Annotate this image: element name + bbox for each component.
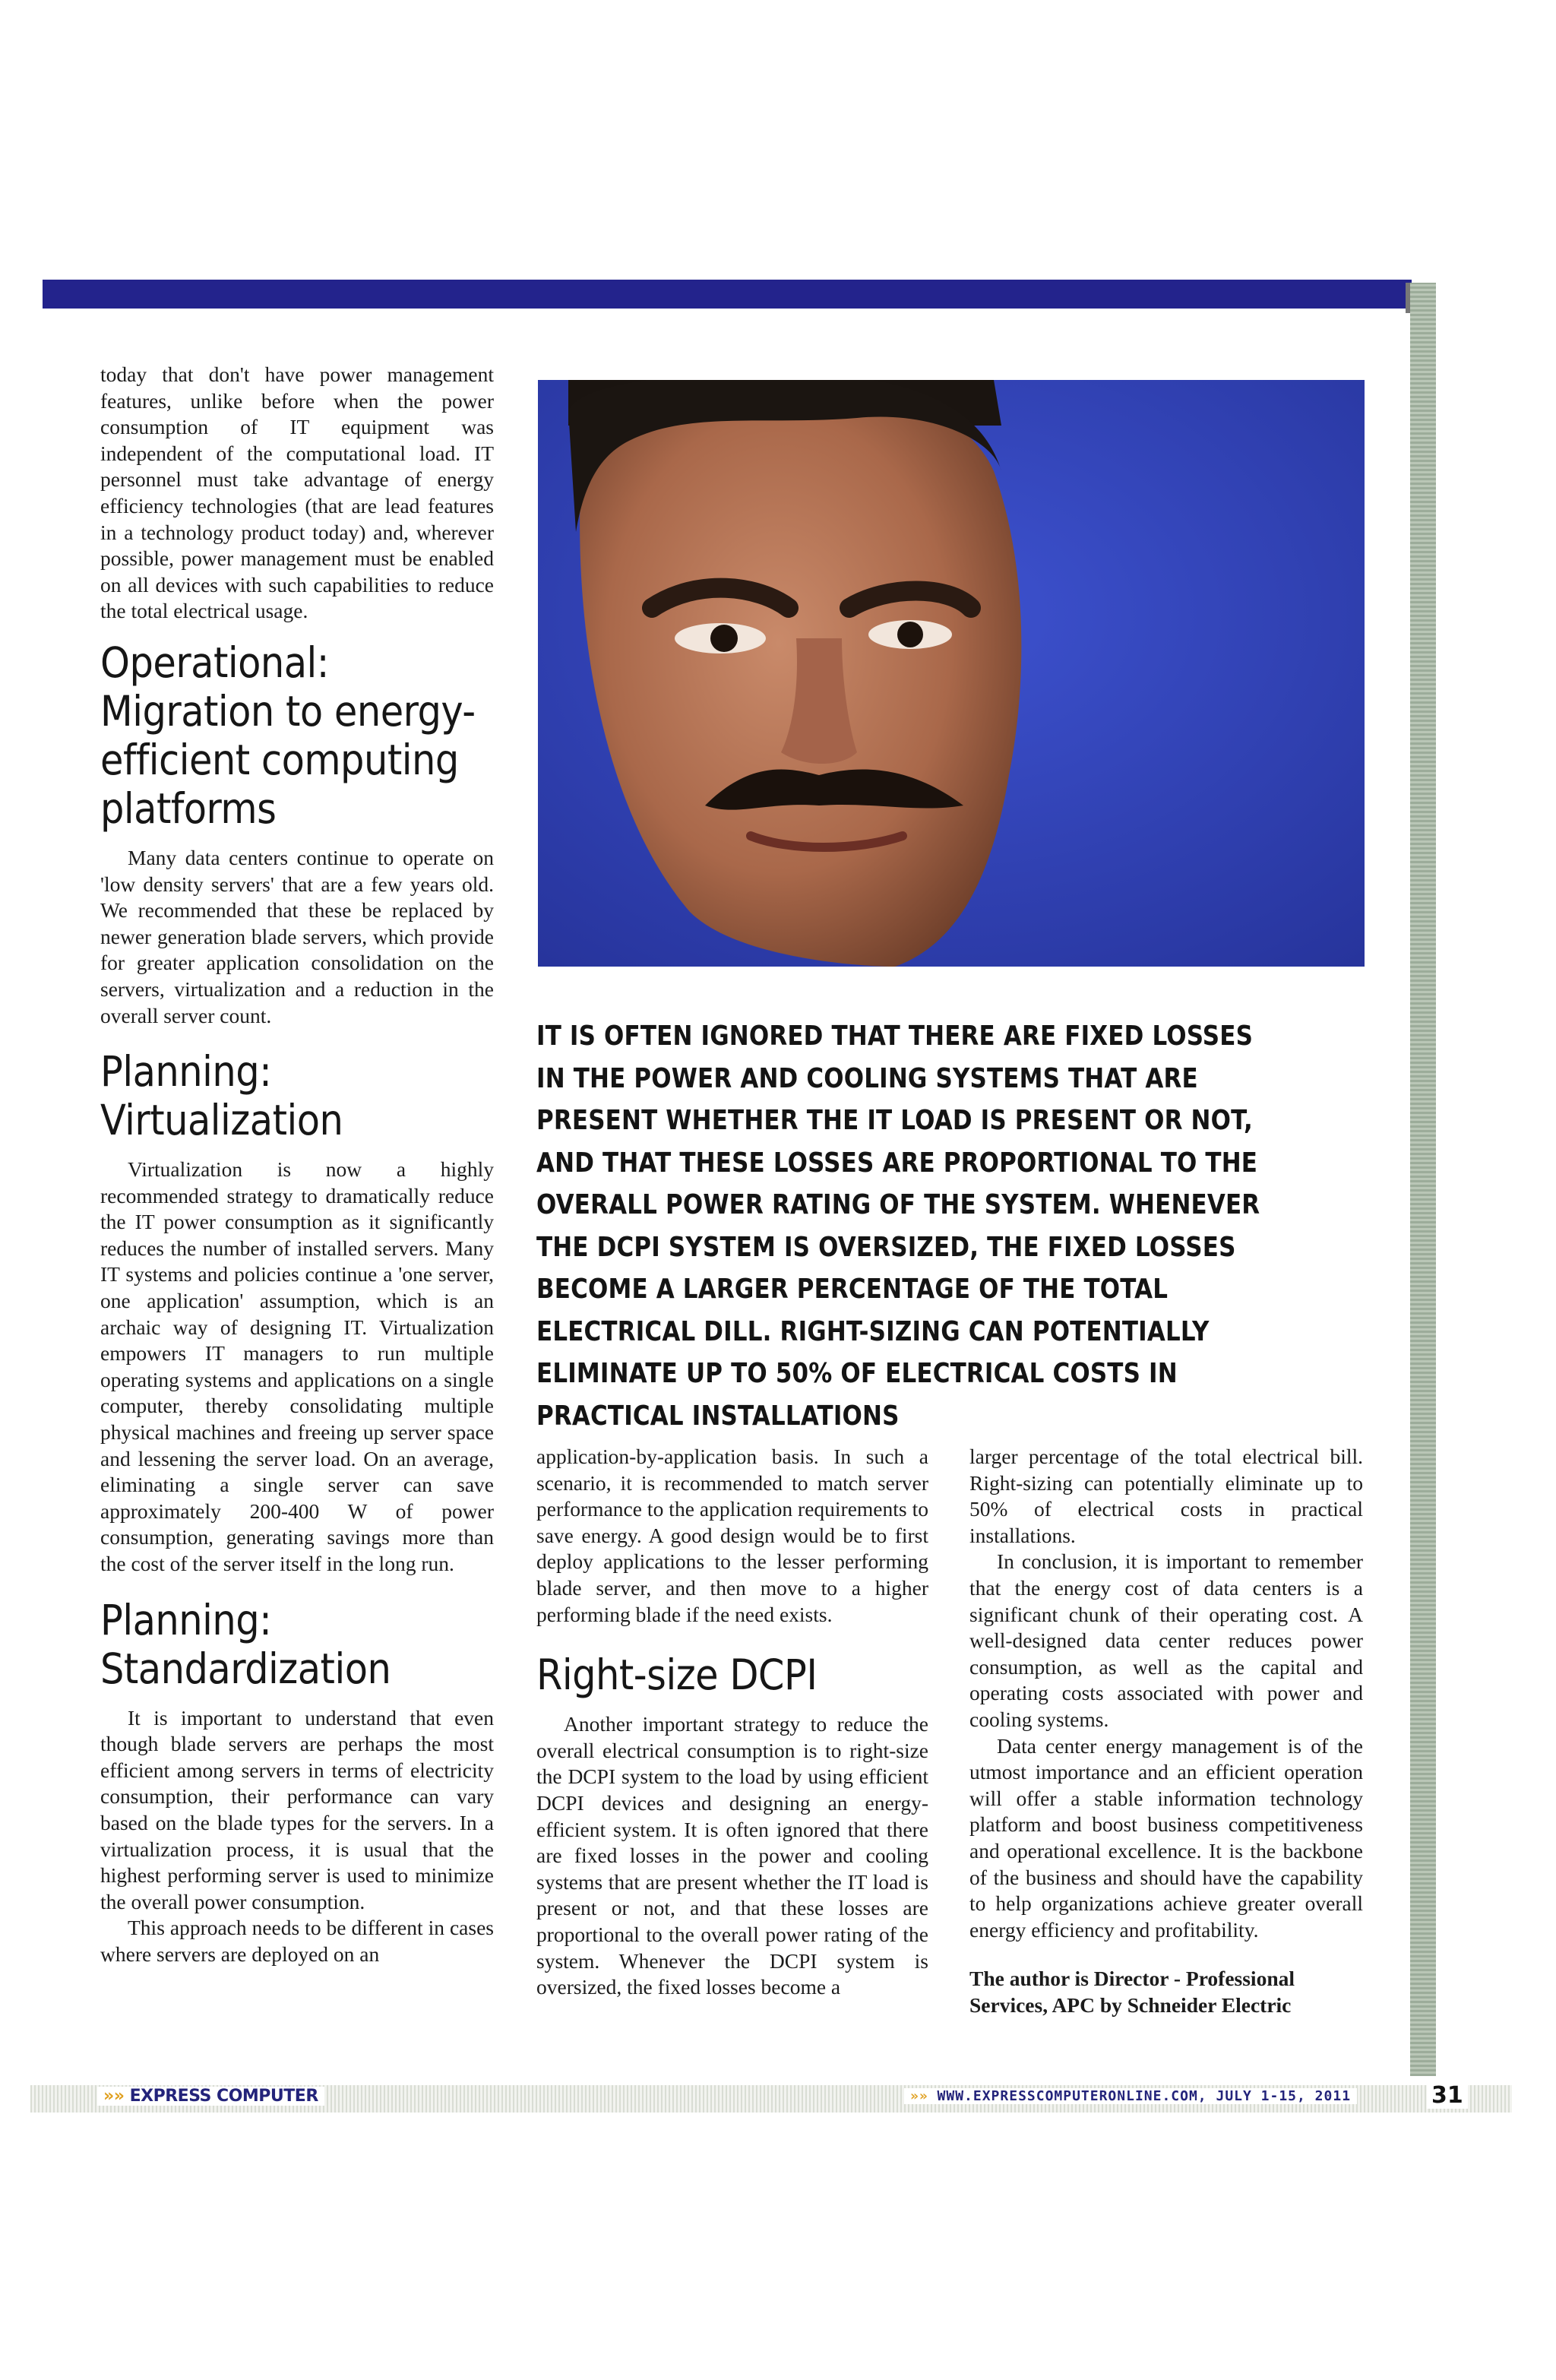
footer-url [904, 2088, 1357, 2104]
heading-virtualization: Planning: Virtualization [100, 1047, 343, 1145]
portrait-illustration [538, 380, 1365, 967]
header-bar [43, 280, 1412, 309]
col1-paragraph-5: This approach needs to be different in cases where servers are deployed on an [100, 1916, 494, 1966]
column-2 [536, 1444, 928, 2001]
col3-paragraph-2: In conclusion, it is important to remember that the energy cost of data centers is a significant chunk of their operating cost. A well-designed data center reduces power consumption, as well as the capital and operating costs associated with power and cooling systems. [969, 1549, 1363, 1731]
pull-quote: IT IS OFTEN IGNORED THAT THERE ARE FIXED LOSSES IN THE POWER AND COOLING SYSTEMS THAT ARE PRESENT WHETHER THE IT LOAD IS PRESENT OR NOT, AND THAT THESE LOSSES ARE PROPORTIONAL TO THE OVERALL POWER RATING OF THE SYSTEM. WHENEVER THE DCPI SYSTEM IS OVERSIZED, THE FIXED LOSSES BECOME A LARGER PERCENTAGE OF THE TOTAL ELECTRICAL DILL. RIGHT-SIZING CAN POTENTIALLY ELIMINATE UP TO 50% OF ELECTRICAL COSTS IN PRACTICAL INSTALLATIONS [536, 1021, 1260, 1432]
col1-paragraph-2: Many data centers continue to operate on 'low density servers' that are a few years old. We recommended that these be replaced by newer generation blade servers, which provide for greater application consolidation on the servers, virtualization and a reduction in the overall server count. [100, 845, 494, 1027]
col1-paragraph-4: It is important to understand that even though blade servers are perhaps the most efficient among servers in terms of electricity consumption, their performance can vary based on the blade types for the servers. In a virtualization process, it is usual that the highest performing server is used to minimize the overall power consumption. [100, 1705, 494, 1913]
footer-bar [30, 2082, 1512, 2113]
col3-paragraph-1: larger percentage of the total electrical bill. Right-sizing can potentially eliminate up to 50% of electrical costs in practical installations. [969, 1445, 1363, 1547]
author-photo [538, 380, 1365, 967]
chevron-icon: »» [910, 2088, 928, 2104]
author-byline: The author is Director - Professional Services, APC by Schneider Electric [969, 1967, 1295, 2017]
column-3 [969, 1444, 1363, 2018]
heading-standardization: Planning: Standardization [100, 1595, 391, 1693]
footer-magazine [97, 2087, 324, 2106]
page-edge-stripe [1410, 283, 1436, 2076]
col3-paragraph-3: Data center energy management is of the utmost importance and an efficient operation will offer a stable information technology platform and boost business competitiveness and operational excellence. It is the backbone of the business and should have the capability to help organizations achieve greater overall energy efficiency and profitability. [969, 1733, 1363, 1942]
column-1 [100, 362, 494, 1968]
col2-paragraph-1: application-by-application basis. In such a scenario, it is recommended to match server performance to the application requirements to save energy. A good design would be to first deploy applications to the lesser performing blade server, and then move to a higher performing blade if the need exists. [536, 1445, 928, 1626]
col2-paragraph-2: Another important strategy to reduce the overall electrical consumption is to right-size the DCPI system to the load by using efficient DCPI devices and designing an energy-efficient system. It is often ignored that there are fixed losses in the power and cooling systems that are present whether the IT load is present or not, and that these losses are proportional to the overall power rating of the system. Whenever the DCPI system is oversized, the fixed losses become a [536, 1712, 928, 1999]
heading-migration: Operational: Migration to energy-efficient computing platforms [100, 638, 476, 833]
footer-url-text: WWW.EXPRESSCOMPUTERONLINE.COM, JULY 1-15, 2011 [937, 2088, 1352, 2104]
page-number: 31 [1427, 2082, 1468, 2109]
chevron-icon: »» [103, 2087, 125, 2106]
col1-paragraph-3: Virtualization is now a highly recommended strategy to dramatically reduce the IT power consumption as it significantly reduces the number of installed servers. Many IT systems and policies continue a 'one server, one application' assumption, which is an archaic way of designing IT. Virtualization empowers IT managers to run multiple operating systems and applications on a single computer, thereby consolidating multiple physical machines and freeing up server space and lessening the server load. On an average, eliminating a single server can save approximately 200-400 W of power consumption, generating savings more than the cost of the server itself in the long run. [100, 1157, 494, 1575]
footer-magazine-name: EXPRESS COMPUTER [129, 2087, 318, 2106]
col1-paragraph-1: today that don't have power management features, unlike before when the power consumption of IT equipment was independent of the computational load. IT personnel must take advantage of energy efficiency technologies (that are lead features in a technology product today) and, wherever possible, power management must be enabled on all devices with such capabilities to reduce the total electrical usage. [100, 362, 494, 623]
heading-right-size: Right-size DCPI [536, 1650, 818, 1700]
